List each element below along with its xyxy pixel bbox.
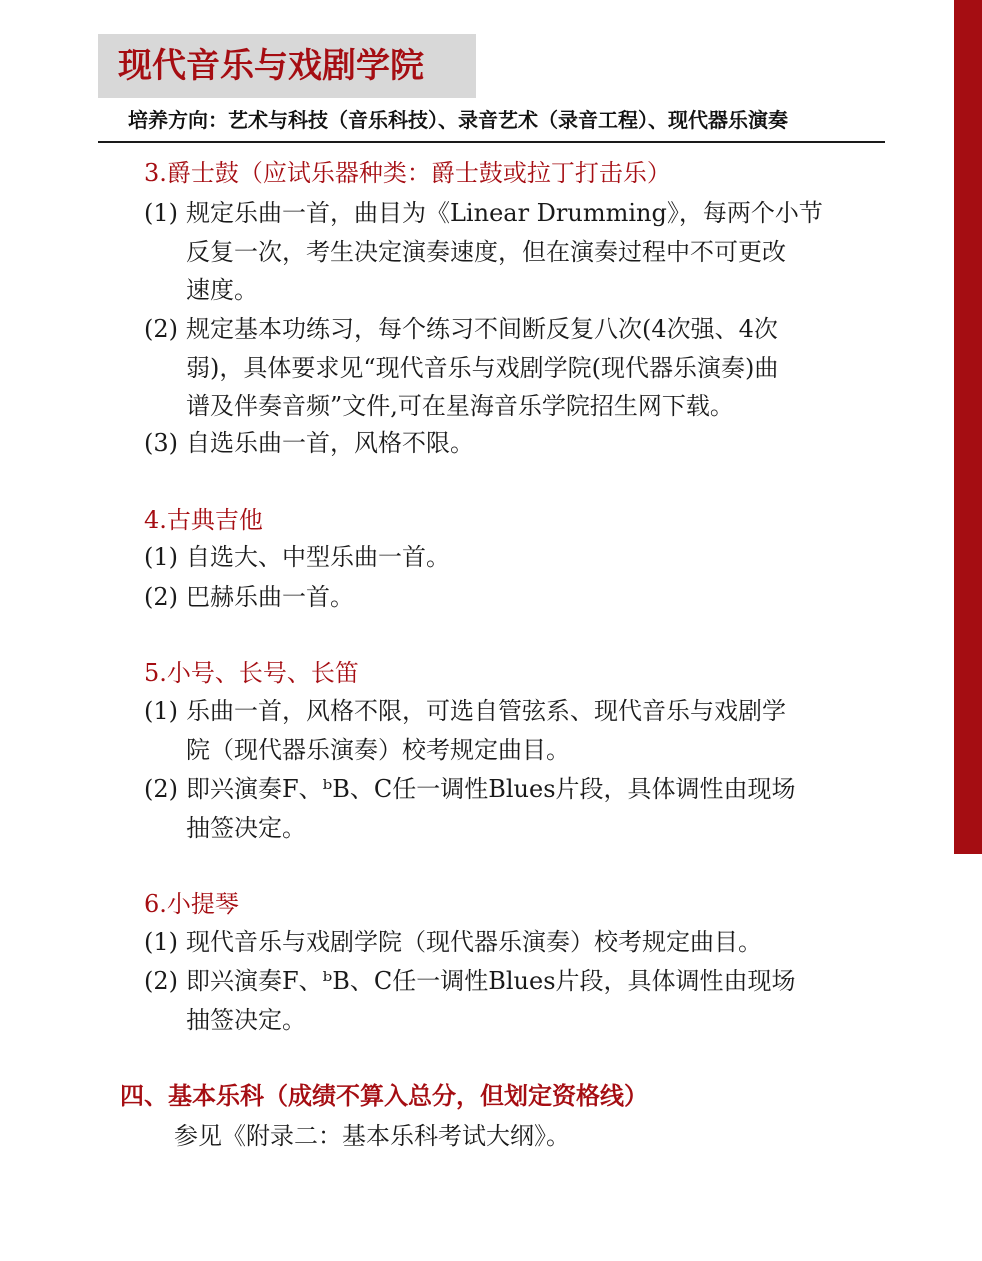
item-number: (3): [144, 429, 178, 457]
item-text: [186, 310, 874, 426]
item-number: (2): [144, 583, 178, 611]
list-item: [144, 424, 874, 463]
item-number: (2): [144, 315, 178, 343]
item-line: 即兴演奏F、ᵇB、C任一调性Blues片段，具体调性由现场: [186, 775, 796, 803]
item-line: 现代音乐与戏剧学院（现代器乐演奏）校考规定曲目。: [186, 928, 762, 956]
item-number: (1): [144, 199, 178, 227]
item-number: (2): [144, 967, 178, 995]
list-item: [144, 770, 874, 847]
page-subtitle: 培养方向：艺术与科技（音乐科技）、录音艺术（录音工程）、现代器乐演奏: [128, 108, 788, 132]
item-text: [186, 692, 874, 769]
item-line: 抽签决定。: [186, 1005, 306, 1034]
section-heading-violin: 6.小提琴: [144, 890, 239, 918]
section-heading-brass: 5.小号、长号、长笛: [144, 659, 359, 687]
item-line: 规定乐曲一首，曲目为《Linear Drumming》，每两个小节: [186, 199, 823, 227]
item-line: 规定基本功练习，每个练习不间断反复八次(4次强、4次: [186, 315, 778, 343]
item-number: (1): [144, 543, 178, 571]
side-accent-bar: [954, 0, 982, 854]
item-line: 院（现代器乐演奏）校考规定曲目。: [186, 735, 570, 764]
item-text: [186, 538, 874, 577]
header-divider: [98, 141, 885, 143]
list-item: [144, 194, 874, 310]
section-heading-drums: 3.爵士鼓（应试乐器种类：爵士鼓或拉丁打击乐）: [144, 159, 671, 187]
list-item: [144, 923, 874, 962]
page-title: 现代音乐与戏剧学院: [118, 46, 424, 86]
list-item: [144, 692, 874, 769]
section-body-basic-music: 参见《附录二：基本乐科考试大纲》。: [174, 1122, 570, 1150]
item-line: 速度。: [186, 276, 258, 304]
item-line: 谱及伴奏音频”文件,可在星海音乐学院招生网下载。: [186, 392, 734, 420]
item-line: 弱)，具体要求见“现代音乐与戏剧学院(现代器乐演奏)曲: [186, 353, 779, 382]
section-heading-guitar: 4.古典吉他: [144, 506, 263, 534]
item-line: 反复一次，考生决定演奏速度，但在演奏过程中不可更改: [186, 237, 786, 266]
item-text: [186, 578, 874, 617]
section-heading-basic-music: 四、基本乐科（成绩不算入总分，但划定资格线）: [120, 1081, 648, 1110]
item-line: 自选大、中型乐曲一首。: [186, 543, 450, 571]
item-text: [186, 424, 874, 463]
item-number: (1): [144, 928, 178, 956]
item-text: [186, 962, 874, 1039]
item-line: 自选乐曲一首，风格不限。: [186, 429, 474, 457]
item-line: 抽签决定。: [186, 813, 306, 842]
item-line: 乐曲一首，风格不限，可选自管弦系、现代音乐与戏剧学: [186, 697, 786, 725]
item-number: (2): [144, 775, 178, 803]
item-text: [186, 770, 874, 847]
item-text: [186, 923, 874, 962]
list-item: [144, 962, 874, 1039]
item-line: 巴赫乐曲一首。: [186, 583, 354, 611]
item-line: 即兴演奏F、ᵇB、C任一调性Blues片段，具体调性由现场: [186, 967, 796, 995]
list-item: [144, 538, 874, 577]
item-text: [186, 194, 874, 310]
item-number: (1): [144, 697, 178, 725]
list-item: [144, 310, 874, 426]
list-item: [144, 578, 874, 617]
